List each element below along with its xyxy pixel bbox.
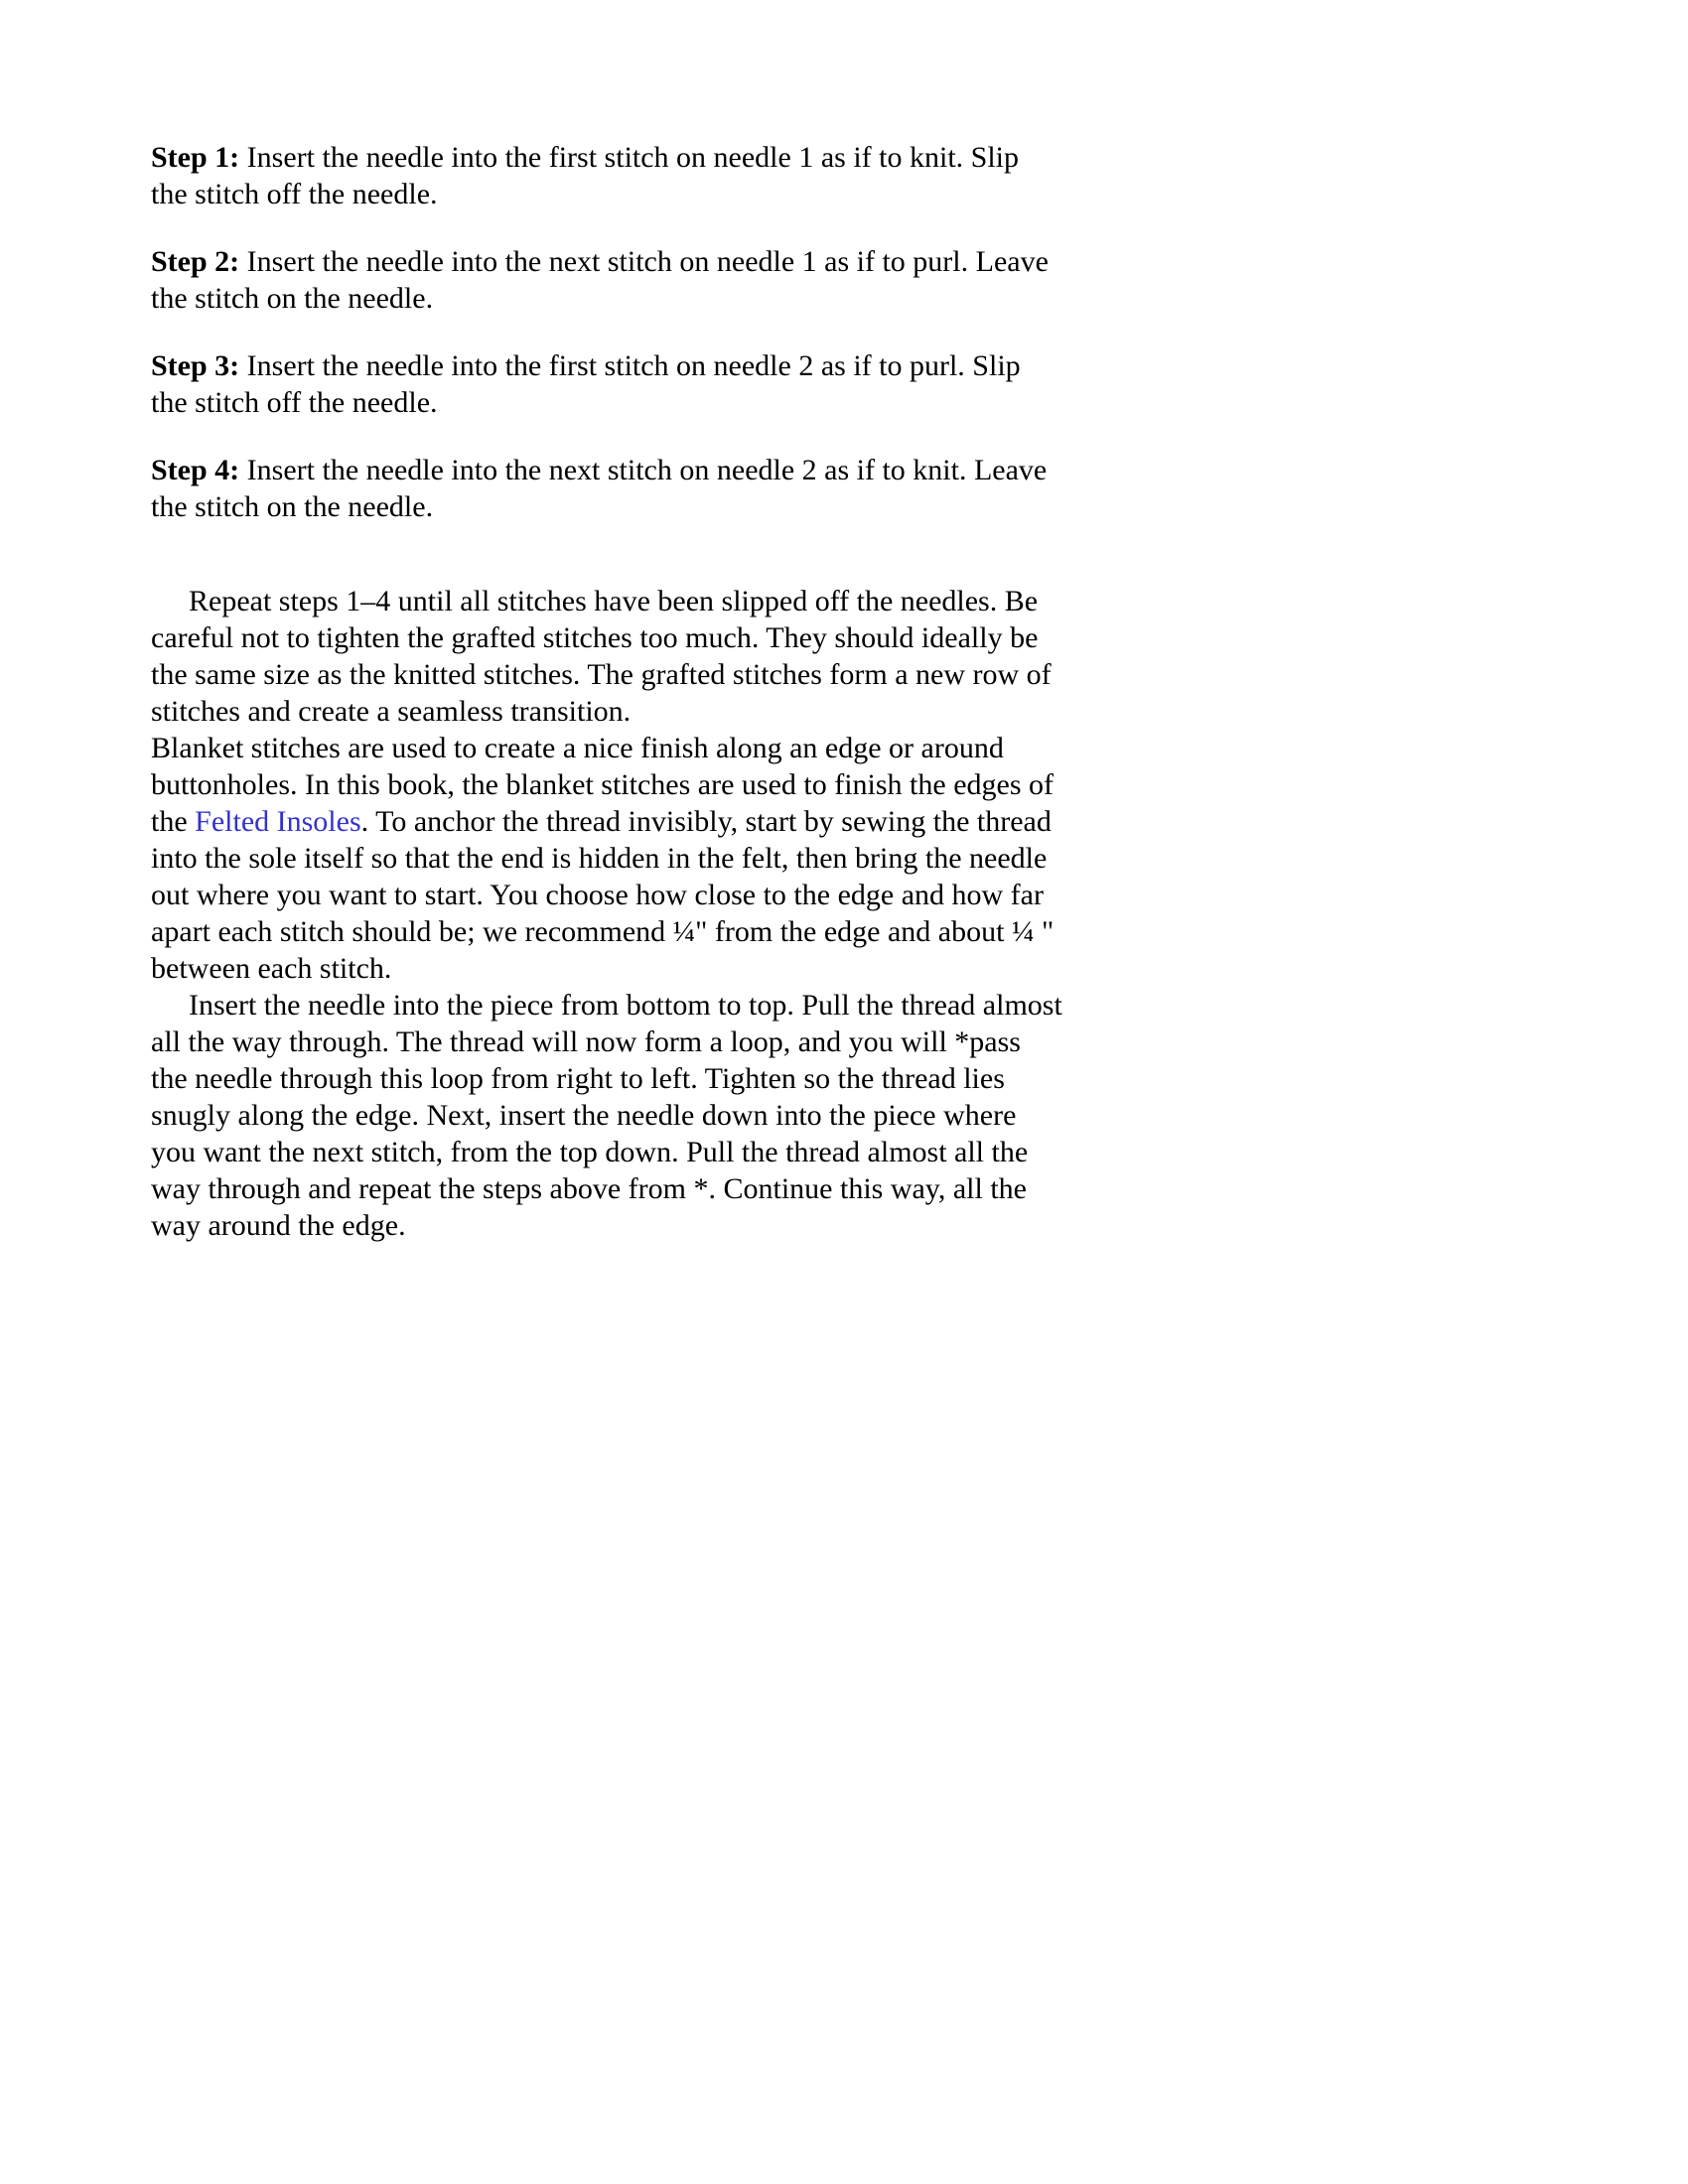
felted-insoles-link[interactable]: Felted Insoles xyxy=(195,805,361,838)
step-1-label: Step 1: xyxy=(151,141,240,174)
step-3-label: Step 3: xyxy=(151,349,240,382)
document-page xyxy=(151,139,1062,1244)
step-2-text: Insert the needle into the next stitch on needle 1 as if to purl. Leave the stitch on the needle. xyxy=(151,245,1049,315)
repeat-steps-paragraph: Repeat steps 1–4 until all stitches have been slipped off the needles. Be careful not to tighten the grafted stitches too much. They should ideally be the same size as the knitted stitches. The grafted stitches form a new row of stitches and create a seamless transition. xyxy=(151,585,1052,728)
step-3-text: Insert the needle into the first stitch on needle 2 as if to purl. Slip the stitch off the needle. xyxy=(151,349,1021,419)
step-4-text: Insert the needle into the next stitch on needle 2 as if to knit. Leave the stitch on the needle. xyxy=(151,454,1048,523)
blanket-text-before-link: Blanket stitches are used to create a nice finish along an edge or around buttonholes. In this book, the blanket stitches are used to finish the edges of the xyxy=(151,732,1054,838)
step-2-paragraph xyxy=(151,243,1062,317)
paragraph-spacer xyxy=(151,556,1062,583)
blanket-text-after-link: . To anchor the thread invisibly, start by sewing the thread into the sole itself so that the end is hidden in the felt, then bring the needle out where you want to start. You choose how close to the edge and how far apart each stitch should be; we recommend ¼" from the edge and about ¼ " between each stitch. xyxy=(151,805,1055,985)
step-2-label: Step 2: xyxy=(151,245,240,278)
step-1-paragraph xyxy=(151,139,1062,212)
blanket-stitches-paragraph xyxy=(151,730,1062,987)
insert-needle-paragraph: Insert the needle into the piece from bottom to top. Pull the thread almost all the way through. The thread will now form a loop, and you will *pass the needle through this loop from right to left. Tighten so the thread lies snugly along the edge. Next, insert the needle down into the piece where you want the next stitch, from the top down. Pull the thread almost all the way through and repeat the steps above from *. Continue this way, all the way around the edge. xyxy=(151,989,1062,1242)
step-4-label: Step 4: xyxy=(151,454,240,486)
step-1-text: Insert the needle into the first stitch on needle 1 as if to knit. Slip the stitch off the needle. xyxy=(151,141,1020,210)
step-4-paragraph xyxy=(151,452,1062,525)
step-3-paragraph xyxy=(151,347,1062,421)
